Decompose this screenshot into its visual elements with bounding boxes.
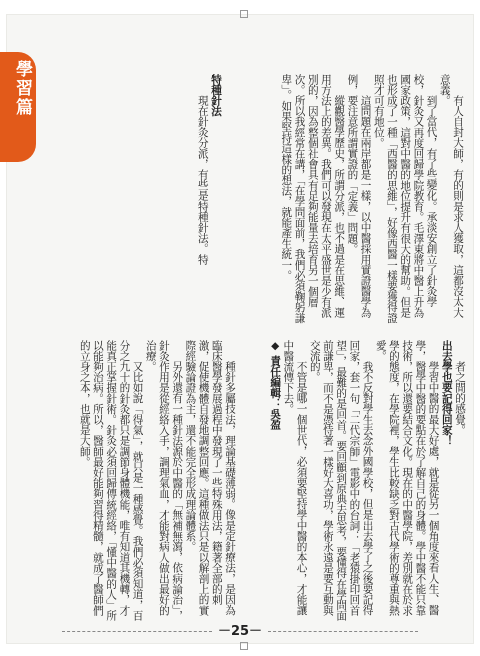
divider xyxy=(268,631,418,632)
paragraph: 又比如說「得氣」，就只是一種感覺。我們必須知道，百分之九十的針灸都只是調節身體機能，唯有知道其機轉，才能真正掌握針術。針灸必須回歸傳統經絡，「懂中醫的人」所以能夠治病。所以，醫師最好能夠習得精髓，就成了醫師們的立身之本，也就是大師。 xyxy=(78,340,144,621)
text-column-top-right xyxy=(224,74,464,328)
paragraph: 者之間的感覺。 xyxy=(454,361,466,436)
paragraph: 到了當代，有了些變化。承淡安創立了針灸學校，針灸又再度回歸學院教育。毛澤東將中醫上升為國家政策，這對中醫的地位提升有很大的幫助。但是也形成了一種「西醫的思維」，好像西醫一樣要獲得證照才可有地位。 xyxy=(372,74,438,324)
paragraph: 現在針灸分派，有些是特種針法。特 xyxy=(196,95,209,265)
text-column-bottom-right xyxy=(240,340,466,624)
page-number: －25－ xyxy=(217,624,263,639)
registration-mark xyxy=(240,10,248,18)
section-badge-label: 學習篇 xyxy=(12,60,32,117)
paragraph: 這問題在兩岸都是一樣，以中醫採用實證醫學為例，要注意所謂實證的「定義」問題。 xyxy=(346,74,372,318)
paragraph: 縱觀醫學歷史，所謂分派，也不過是在思維、運用方法上的差異。我們可以發現在太平盛世是少有派別的，因為整個社會具有足夠能量去培育另一個層次。所以我經常在講，「在學問面前，我們必須鞠躬謙卑」。如果堅持這樣的想法，就能產生統一。 xyxy=(280,74,346,324)
section-heading: 出去學也要記得回家！ xyxy=(440,340,453,446)
paragraph: 我不反對學生去念外國學校，但是出去學了之後要記得回家，套一句「二代宗師」電影中的台詞：「老猿掛印回首望」，最難的是回首。要回顧到原典去思考，要懂得在學問面前謙卑，而不是憑恃著一樣好大喜功，學術永遠是要互動與交流的。 xyxy=(308,340,374,621)
section-heading: 特種針法 xyxy=(210,74,222,117)
paragraph: 學習中醫的最大好處，就是從另一個角度來看人生、醫學，醫學中醫的要點在於了解自己的身體。學中醫不能只靠技術，所以還要結合文化。現在的中醫學院，差別就在於求學的態度，在學院裡，學生比較缺乏對古代學術的尊重與熱愛。 xyxy=(374,340,440,616)
page-number-row xyxy=(0,620,480,639)
divider xyxy=(62,631,212,632)
registration-mark xyxy=(240,642,248,650)
paragraph: 不管是哪一個世代，必須要堅持學中醫的本心，才能讓中醫流傳下去。 xyxy=(282,340,308,616)
text-column-top-left xyxy=(32,74,222,328)
paragraph: 有人自封大師，有的則是求人獲取，這都沒太大意義。 xyxy=(438,74,464,318)
paragraph: 另外還有一種針法源於中醫的「無補無瀉，依病論治」，針灸作用是從經絡入手，調理氣血，才能對病人做出最好的治療。 xyxy=(144,340,184,621)
paragraph: 種針多屬技法，理論基礎薄弱。像是定針療法，是因為臨床醫學發展過程中發現了一些特殊用法，籍著全部的刺激，促使機體自發地調整回應。這種做法只是以解剖上的實際經驗論證為主，還不能完全形成理論體系。 xyxy=(184,340,236,616)
text-column-bottom-left xyxy=(46,340,236,624)
editor-credit: ◆ 責任編輯：吳盈 xyxy=(269,340,282,430)
